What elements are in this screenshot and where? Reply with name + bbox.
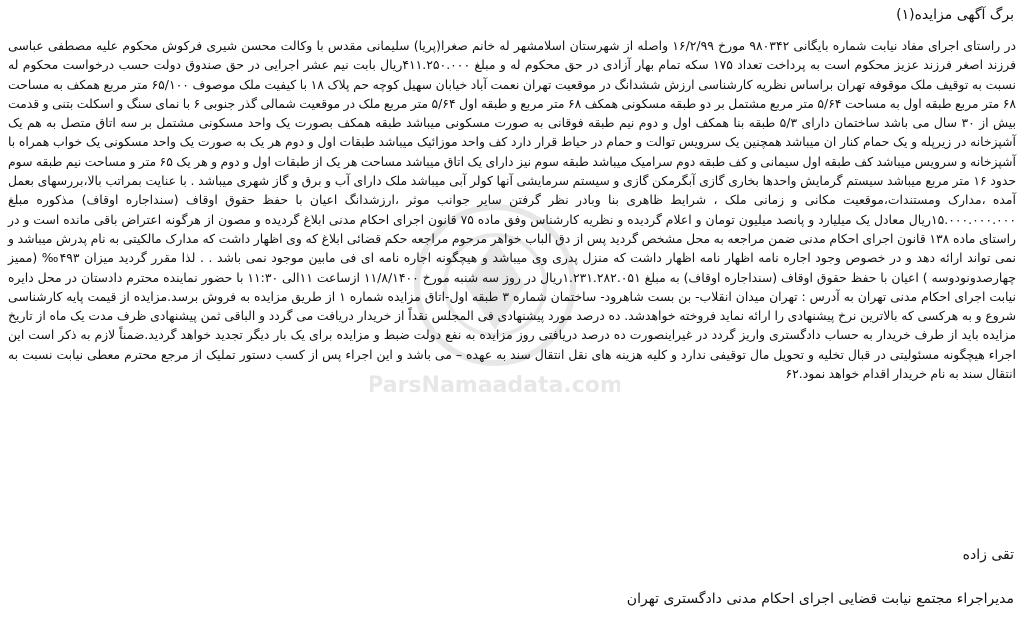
watermark-text: ParsNamaadata.com: [370, 373, 620, 398]
signatory-title: مدیراجراء مجتمع نیابت قضایی اجرای احکام مدنی دادگستری تهران: [626, 591, 1014, 607]
notice-body: در راستای اجرای مفاد نیابت شماره بایگانی ۹۸۰۳۴۲ مورخ ۱۶/۲/۹۹ واصله از شهرستان اسلامشهر له خانم صغرا(پریا) سلیمانی مقدس با وکالت محسن شیری فرکوش محکوم علیه مصطفی عباسی فرزند اصغر فرزند عزیز محکوم است به پرداخت تعداد ۱۷۵ سکه تمام بهار آزادی در حق محکوم له و مبلغ ۴۱۱.۲۵۰.۰۰۰ریال بابت نیم عشر اجرایی در حق صندوق دولت حسب درخواست محکوم له نسبت به توقیف ملک موقوفه تهران براساس نظریه کارشناسی ارزش ششدانگ در موقعیت تهران نعمت آباد خیابان سهیل کوچه حم پلاک ۱۸ با کیفیت ملک موصوف ۶۵/۱۰۰ متر مربع همکف به مساحت ۶۸ متر مربع طبقه اول به مساحت ۵/۶۴ متر مربع مشتمل بر دو طبقه مسکونی همکف ۶۸ متر مربع و طبقه اول ۵/۶۴ متر مربع ملک در موقعیت شمالی گذر جنوبی ۶ با نمای سنگ و اسکلت بتنی و قدمت بیش از ۳۰ سال می باشد ساختمان دارای ۵/۳ طبقه بنا همکف اول و دوم نیم طبقه فوقانی به صورت مسکونی میباشد طبقه همکف بصورت یک واحد مسکونی مشتمل بر سه اتاق متصل به هم یک آشپزخانه در زیرپله و یک حمام کنار ان میباشد همچنین یک سرویس توالت و حمام در حیاط قرار دارد کف واحد موزائیک میباشد طبقات اول و دوم هر یک به صورت یک واحد مسکونی یک خواب همراه با آشپزخانه و سرویس میباشد کف طبقه اول سیمانی و کف طبقه دوم سرامیک میباشد طبقه سوم نیز دارای یک اتاق میباشد مساحت هر یک از طبقات اول و دوم و هر یک ۶۵ متر و مساحت نیم طبقه سوم حدود ۱۶ متر مربع میباشد سیستم گرمایش واحدها بخاری گازی آبگرمکن گازی و سیستم سرمایشی آنها کولر آبی میباشد ملک دارای آب و برق و گاز شهری میباشد . با عنایت بمراتب بالا،بررسهای بعمل آمده ،مدارک ومستندات،موقعیت مکانی و زمانی ملک ، شرایط ظاهری بنا وبادر نظر گرفتن سایر جوانب موثر ،ارزشدانگ اعیان با حفظ حقوق اوقاف (سنداجاره اوقاف) مذکوره مبلغ ۱۵.۰۰۰.۰۰۰.۰۰۰ریال معادل یک میلیارد و پانصد میلیون تومان و اعلام گردیده و نظریه کارشناس وفق ماده ۷۵ قانون اجرای احکام مدنی ابلاغ گردیده و مصون از هرگونه اعتراض باقی مانده است و در راستای ماده ۱۳۸ قانون اجرای احکام مدنی ضمن مراجعه به محل مشخص گردید پس از دق الباب خواهر مرحوم مراجعه حکم قضائی ابلاغ که وی اظهار داشت که مدارک مالکیتی به نام پدرش میباشد و نمی تواند ارائه دهد و در خصوص وجود اجاره نامه اظهار نامه اظهار داشت که منزل پدری وی میباشد و هیچگونه اجاره نامه ای فی مابین موجود نمی باشد . . لذا مقرر گردید میزان ۴۹۳‰ (ممیز چهارصدونودوسه ) اعیان با حفظ حقوق اوقاف (سنداجاره اوقاف) به مبلغ ۱.۲۳۱.۲۸۲.۰۵۱ریال در روز سه شنبه مورخ ۱۱/۸/۱۴۰۰ ازساعت ۱۱الی ۱۱:۳۰ با حضور نماینده محترم دادستان در محل دایره نیابت اجرای احکام مدنی تهران به آدرس : تهران میدان انقلاب- بن بست شاهرود- ساختمان شماره ۳ طبقه اول-اتاق مزایده شماره ۱ از طریق مزایده به فروش برسد.مزایده از قیمت پایه کارشناسی شروع و به هرکسی که بالاترین نرخ پیشنهادی را ارائه نماید فروخته خواهدشد. ده درصد مورد پیشنهادی فی المجلس نقداً از خریدار دریافت می گردد و الباقی ثمن پیشنهادی ظرف مدت یک ماه از تاریخ مزایده باید از طرف خریدار به حساب دادگستری واریز گردد در غیراینصورت ده درصد دریافتی روز مزایده به نفع دولت ضبط و مزایده برای یک بار دیگر تجدید خواهد گردید.ضمناً لازم به ذکر است این اجراء هیچگونه مسئولیتی در قبال تخلیه و تحویل مال توقیفی ندارد و کلیه هزینه های نقل انتقال سند به عهده – می باشد و این اجراء پس از کسب دستور تملیک از مرجع محترم معطی نیابت نسبت به انتقال سند به نام خریدار اقدام خواهد نمود.۶۲: [8, 38, 1017, 382]
signatory-name: تقی زاده: [962, 547, 1014, 563]
notice-title: برگ آگهی مزایده(۱): [896, 7, 1014, 23]
